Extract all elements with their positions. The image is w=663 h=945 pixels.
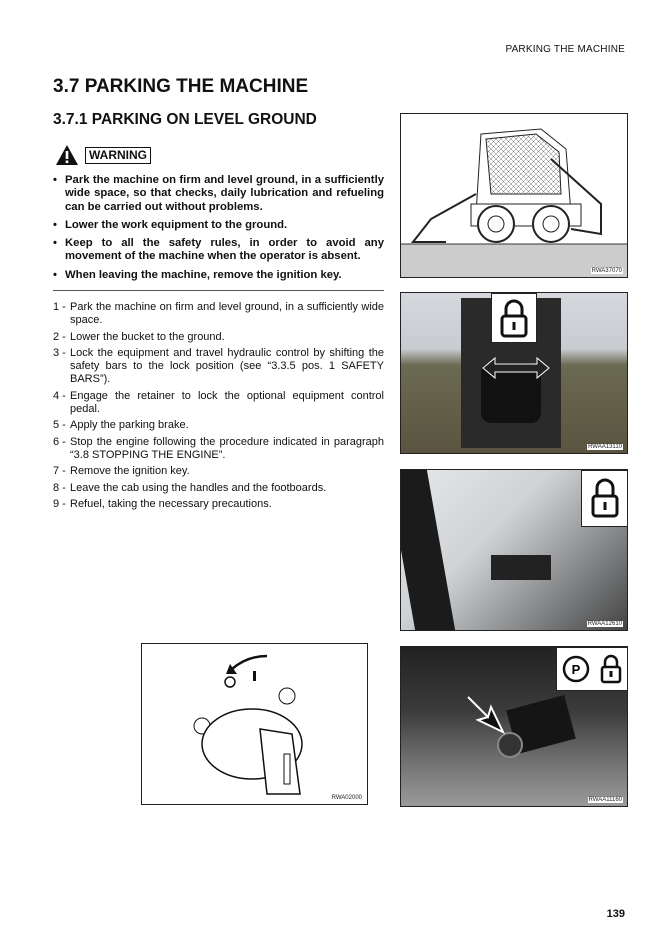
step-number: 1 - [53,301,66,313]
step-text: Park the machine on firm and level ground, in a sufficiently wide space. [70,301,384,326]
step-number: 2 - [53,330,66,343]
lock-icon [599,653,623,685]
figure-pedal-retainer-photo [400,469,628,631]
arrow-icon [463,692,508,737]
figure-code: RWA02000 [331,795,362,801]
figure-code: RWAA11160 [588,797,622,803]
figure-code: RWA37070 [591,268,622,274]
arrow-icon [481,353,551,383]
warning-bullet: • Keep to all the safety rules, in order to avoid any movement of the machine when the operator is absent. [53,237,384,264]
step-item [53,419,384,432]
step-number: 9 - [53,498,66,510]
step-text: Lower the bucket to the ground. [70,330,225,343]
step-number: 8 - [53,481,66,494]
step-number: 5 - [53,419,66,431]
step-item [53,347,384,386]
lock-icon [491,293,537,343]
ignition-switch-drawing [142,644,367,804]
section-title: 3.7 PARKING THE MACHINE [53,76,309,97]
step-text: Refuel, taking the necessary precautions. [70,498,272,510]
figure-ignition-key-drawing [141,643,368,805]
warning-bullet: • Lower the work equipment to the ground. [53,219,384,232]
parking-brake-icon [562,655,590,683]
step-number: 7 - [53,465,66,477]
step-text: Engage the retainer to lock the optional equipment control pedal. [70,389,384,415]
warning-triangle-icon [55,144,79,166]
step-item [53,331,384,344]
step-item [53,498,384,511]
warning-bullet: • When leaving the machine, remove the ignition key. [53,269,384,282]
step-text: Remove the ignition key. [70,465,190,477]
step-item [53,301,384,327]
step-text: Leave the cab using the handles and the footboards. [70,481,327,494]
step-item [53,482,384,495]
figure-parking-brake-photo [400,646,628,807]
step-number: 4 - [53,389,66,402]
step-number: 3 - [53,347,66,359]
figure-safety-bars-photo [400,292,628,454]
subsection-title: 3.7.1 PARKING ON LEVEL GROUND [53,111,317,128]
step-number: 6 - [53,435,66,448]
step-item [53,390,384,416]
divider [53,290,384,291]
warning-bullets [53,174,384,287]
procedure-steps [53,301,384,515]
running-header: PARKING THE MACHINE [505,44,625,55]
figure-code: RWAA12610 [587,621,622,627]
warning-heading [55,144,151,166]
step-text: Apply the parking brake. [70,419,189,431]
lock-icon [581,470,628,527]
skid-steer-drawing [401,114,627,277]
page-number: 139 [606,908,625,920]
step-item [53,465,384,478]
parking-brake-lock-icons [556,647,628,691]
step-text: Stop the engine following the procedure indicated in paragraph “3.8 STOPPING THE ENGINE”. [70,435,384,461]
figure-machine-on-level-ground [400,113,628,278]
svg-text:P: P [571,662,580,677]
warning-label: WARNING [85,147,151,164]
warning-bullet: • Park the machine on firm and level ground, in a sufficiently wide space, so that checks, daily lubrication and refueling can be carried out without problems. [53,174,384,214]
figure-code: RWAA13110 [588,444,622,450]
step-item [53,436,384,462]
step-text: Lock the equipment and travel hydraulic control by shifting the safety bars to the lock position (see “3.3.5 pos. 1 SAFETY BARS”). [70,347,384,385]
